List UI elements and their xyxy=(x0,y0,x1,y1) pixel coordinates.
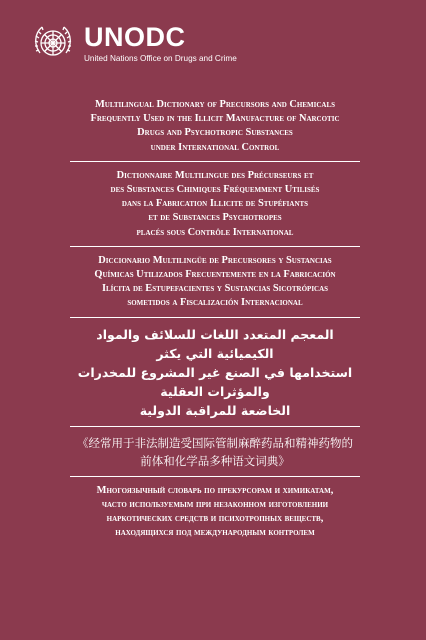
divider xyxy=(70,476,360,477)
divider xyxy=(70,317,360,318)
spanish-title: Diccionario Multilingüe de Precursores y Sustancias Químicas Utilizados Frecuentemente en la Fabricación Ilícita de Estupefacientes y Sustancias Sicotrópicas sometidos a Fiscalización Internacional xyxy=(94,254,336,309)
header xyxy=(30,18,237,68)
divider xyxy=(70,426,360,427)
logo-wordmark: UNODC xyxy=(84,21,186,52)
french-title: Dictionnaire Multilingue des Précurseurs et des Substances Chimiques Fréquemment Utilisés dans la Fabrication Illicite de Stupéfiants et de Substances Psychotropes placés sous Contrôle International xyxy=(110,169,320,238)
russian-title: Многоязычный словарь по прекурсорам и химикатам, часто используемым при незаконном изготовлении наркотических средств и психотропных веществ, находящихся под международным контролем xyxy=(96,484,334,539)
logo-text xyxy=(84,21,237,63)
chinese-title: 《经常用于非法制造受国际管制麻醉药品和精神药物的 前体和化学品多种语文词典》 xyxy=(77,435,353,468)
divider xyxy=(70,246,360,247)
english-title: Multilingual Dictionary of Precursors and Chemicals Frequently Used in the Illicit Manufacture of Narcotic Drugs and Psychotropic Substances under International Control xyxy=(90,99,340,153)
un-emblem-icon xyxy=(30,20,76,66)
arabic-title: المعجم المتعدد اللغات للسلائف والمواد الكيميائية التي يكثر استخدامها في الصنع غير المشروع للمخدرات والمؤثرات العقلية الخاضعة للمراقبة الدولية xyxy=(77,326,353,418)
logo-subtitle: United Nations Office on Drugs and Crime xyxy=(84,53,237,63)
divider xyxy=(70,161,360,162)
title-section xyxy=(70,98,360,540)
